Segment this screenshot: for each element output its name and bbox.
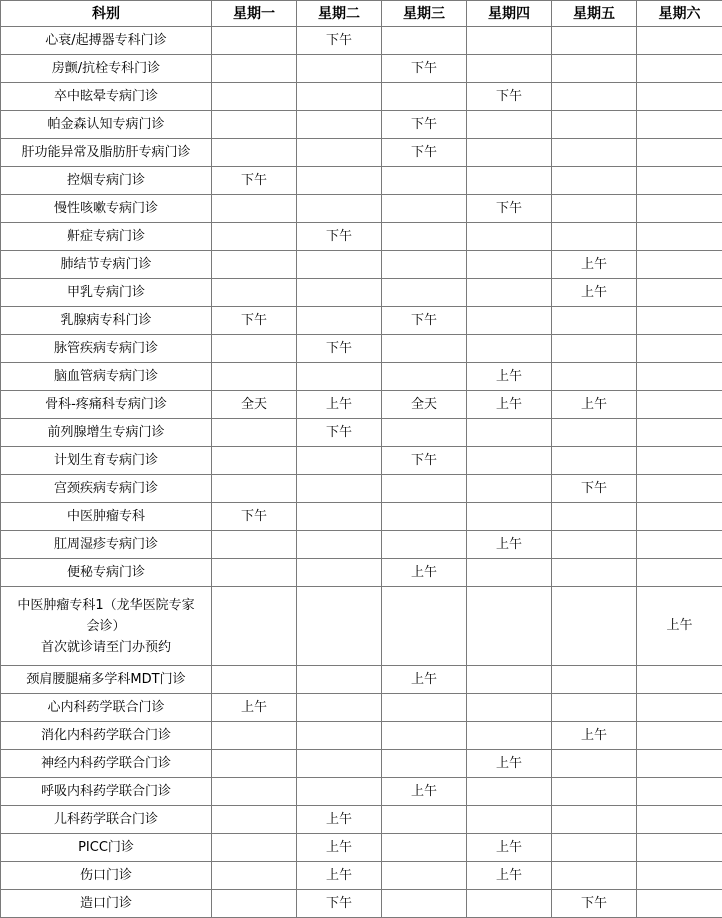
slot-cell-saturday (637, 559, 722, 587)
slot-cell-monday (212, 251, 297, 279)
slot-cell-tuesday: 下午 (297, 223, 382, 251)
slot-cell-friday (552, 666, 637, 694)
table-row (1, 722, 722, 750)
department-name-line: 房颤/抗栓专科门诊 (3, 58, 209, 79)
slot-cell-wednesday: 上午 (382, 778, 467, 806)
table-row (1, 27, 722, 55)
header-monday: 星期一 (212, 1, 297, 27)
slot-cell-saturday (637, 447, 722, 475)
slot-cell-thursday (467, 475, 552, 503)
slot-cell-thursday (467, 447, 552, 475)
department-name-line: 乳腺病专科门诊 (3, 310, 209, 331)
slot-cell-tuesday (297, 83, 382, 111)
table-row (1, 834, 722, 862)
slot-cell-thursday (467, 111, 552, 139)
table-row (1, 279, 722, 307)
slot-cell-friday (552, 419, 637, 447)
slot-cell-thursday (467, 694, 552, 722)
slot-cell-tuesday (297, 55, 382, 83)
slot-cell-monday (212, 834, 297, 862)
slot-cell-monday: 下午 (212, 503, 297, 531)
slot-cell-friday (552, 531, 637, 559)
department-cell (1, 503, 212, 531)
slot-cell-monday (212, 55, 297, 83)
slot-cell-thursday: 上午 (467, 391, 552, 419)
slot-cell-saturday (637, 223, 722, 251)
table-row (1, 55, 722, 83)
slot-cell-tuesday (297, 139, 382, 167)
table-row (1, 83, 722, 111)
slot-cell-friday (552, 223, 637, 251)
table-row (1, 890, 722, 918)
department-cell (1, 55, 212, 83)
table-row (1, 419, 722, 447)
department-name-line: 控烟专病门诊 (3, 170, 209, 191)
department-name-line: 首次就诊请至门办预约 (3, 637, 209, 658)
department-name-line: 伤口门诊 (3, 865, 209, 886)
slot-cell-thursday (467, 587, 552, 666)
slot-cell-thursday: 上午 (467, 834, 552, 862)
slot-cell-friday (552, 83, 637, 111)
slot-cell-saturday (637, 419, 722, 447)
department-cell (1, 666, 212, 694)
slot-cell-thursday (467, 251, 552, 279)
slot-cell-tuesday (297, 778, 382, 806)
department-name-line: 中医肿瘤专科1（龙华医院专家 (3, 595, 209, 616)
slot-cell-wednesday (382, 503, 467, 531)
slot-cell-tuesday (297, 447, 382, 475)
slot-cell-tuesday: 下午 (297, 27, 382, 55)
department-cell (1, 279, 212, 307)
department-cell (1, 834, 212, 862)
slot-cell-monday (212, 750, 297, 778)
slot-cell-tuesday (297, 694, 382, 722)
department-cell (1, 391, 212, 419)
slot-cell-saturday (637, 55, 722, 83)
slot-cell-saturday (637, 750, 722, 778)
slot-cell-friday (552, 503, 637, 531)
slot-cell-wednesday (382, 279, 467, 307)
department-cell (1, 890, 212, 918)
slot-cell-wednesday: 下午 (382, 139, 467, 167)
header-wednesday: 星期三 (382, 1, 467, 27)
department-cell (1, 223, 212, 251)
department-name-line: 心内科药学联合门诊 (3, 697, 209, 718)
slot-cell-tuesday: 下午 (297, 419, 382, 447)
department-name-line: 造口门诊 (3, 893, 209, 914)
slot-cell-thursday (467, 806, 552, 834)
slot-cell-wednesday: 下午 (382, 55, 467, 83)
department-name-line: 肛周湿疹专病门诊 (3, 534, 209, 555)
slot-cell-thursday (467, 335, 552, 363)
slot-cell-wednesday: 上午 (382, 666, 467, 694)
slot-cell-wednesday: 全天 (382, 391, 467, 419)
slot-cell-monday (212, 139, 297, 167)
table-row (1, 111, 722, 139)
slot-cell-saturday (637, 279, 722, 307)
department-name-line: 神经内科药学联合门诊 (3, 753, 209, 774)
department-name-line: 心衰/起搏器专科门诊 (3, 30, 209, 51)
slot-cell-tuesday (297, 251, 382, 279)
slot-cell-saturday (637, 694, 722, 722)
table-row (1, 307, 722, 335)
slot-cell-saturday (637, 834, 722, 862)
slot-cell-tuesday (297, 722, 382, 750)
slot-cell-saturday (637, 335, 722, 363)
slot-cell-friday (552, 834, 637, 862)
slot-cell-monday (212, 363, 297, 391)
slot-cell-friday (552, 806, 637, 834)
department-name-line: 鼾症专病门诊 (3, 226, 209, 247)
slot-cell-saturday (637, 503, 722, 531)
department-name-line: 颈肩腰腿痛多学科MDT门诊 (3, 669, 209, 690)
slot-cell-saturday (637, 307, 722, 335)
table-row (1, 363, 722, 391)
slot-cell-wednesday (382, 862, 467, 890)
slot-cell-thursday: 上午 (467, 531, 552, 559)
table-row (1, 559, 722, 587)
slot-cell-friday: 下午 (552, 475, 637, 503)
slot-cell-wednesday (382, 419, 467, 447)
department-cell (1, 587, 212, 666)
slot-cell-monday (212, 83, 297, 111)
slot-cell-tuesday (297, 167, 382, 195)
department-cell (1, 447, 212, 475)
table-row (1, 750, 722, 778)
slot-cell-tuesday (297, 307, 382, 335)
table-row (1, 167, 722, 195)
department-cell (1, 694, 212, 722)
slot-cell-saturday (637, 139, 722, 167)
slot-cell-saturday (637, 363, 722, 391)
slot-cell-saturday (637, 475, 722, 503)
table-row (1, 195, 722, 223)
department-cell (1, 778, 212, 806)
slot-cell-monday (212, 279, 297, 307)
slot-cell-thursday (467, 307, 552, 335)
slot-cell-monday (212, 666, 297, 694)
slot-cell-friday: 上午 (552, 391, 637, 419)
slot-cell-thursday: 上午 (467, 862, 552, 890)
table-row (1, 447, 722, 475)
slot-cell-saturday (637, 391, 722, 419)
slot-cell-monday (212, 587, 297, 666)
slot-cell-tuesday: 上午 (297, 862, 382, 890)
slot-cell-tuesday (297, 666, 382, 694)
department-cell (1, 251, 212, 279)
department-cell (1, 475, 212, 503)
slot-cell-tuesday: 上午 (297, 391, 382, 419)
slot-cell-monday (212, 531, 297, 559)
slot-cell-wednesday (382, 587, 467, 666)
department-name-line: 便秘专病门诊 (3, 562, 209, 583)
table-row (1, 223, 722, 251)
slot-cell-thursday (467, 167, 552, 195)
department-name-line: 呼吸内科药学联合门诊 (3, 781, 209, 802)
department-cell (1, 27, 212, 55)
slot-cell-wednesday (382, 890, 467, 918)
slot-cell-saturday (637, 666, 722, 694)
table-row (1, 806, 722, 834)
slot-cell-monday (212, 806, 297, 834)
table-row (1, 778, 722, 806)
slot-cell-tuesday: 上午 (297, 834, 382, 862)
slot-cell-saturday (637, 195, 722, 223)
slot-cell-monday: 全天 (212, 391, 297, 419)
department-cell (1, 559, 212, 587)
slot-cell-saturday (637, 83, 722, 111)
department-cell (1, 531, 212, 559)
department-cell (1, 722, 212, 750)
department-cell (1, 806, 212, 834)
slot-cell-wednesday (382, 834, 467, 862)
slot-cell-tuesday (297, 559, 382, 587)
slot-cell-wednesday: 下午 (382, 111, 467, 139)
slot-cell-saturday (637, 778, 722, 806)
header-department: 科别 (1, 1, 212, 27)
slot-cell-friday (552, 195, 637, 223)
slot-cell-wednesday (382, 27, 467, 55)
slot-cell-friday: 下午 (552, 890, 637, 918)
slot-cell-wednesday (382, 335, 467, 363)
schedule-body (1, 27, 722, 918)
slot-cell-monday (212, 475, 297, 503)
slot-cell-saturday (637, 722, 722, 750)
slot-cell-thursday (467, 27, 552, 55)
slot-cell-thursday (467, 559, 552, 587)
department-cell (1, 111, 212, 139)
header-tuesday: 星期二 (297, 1, 382, 27)
department-cell (1, 195, 212, 223)
table-row (1, 335, 722, 363)
slot-cell-friday (552, 307, 637, 335)
slot-cell-monday (212, 890, 297, 918)
slot-cell-saturday (637, 251, 722, 279)
slot-cell-tuesday: 上午 (297, 806, 382, 834)
slot-cell-wednesday: 下午 (382, 447, 467, 475)
slot-cell-wednesday: 下午 (382, 307, 467, 335)
department-cell (1, 83, 212, 111)
slot-cell-wednesday (382, 83, 467, 111)
table-row (1, 139, 722, 167)
header-friday: 星期五 (552, 1, 637, 27)
department-cell (1, 167, 212, 195)
table-row (1, 862, 722, 890)
slot-cell-saturday (637, 111, 722, 139)
slot-cell-friday: 上午 (552, 279, 637, 307)
slot-cell-thursday (467, 55, 552, 83)
slot-cell-thursday (467, 503, 552, 531)
slot-cell-friday (552, 27, 637, 55)
slot-cell-saturday (637, 531, 722, 559)
department-cell (1, 335, 212, 363)
slot-cell-saturday (637, 862, 722, 890)
department-name-line: 甲乳专病门诊 (3, 282, 209, 303)
slot-cell-friday (552, 778, 637, 806)
slot-cell-tuesday: 下午 (297, 890, 382, 918)
slot-cell-tuesday (297, 587, 382, 666)
slot-cell-thursday (467, 279, 552, 307)
table-row (1, 475, 722, 503)
department-cell (1, 363, 212, 391)
department-cell (1, 307, 212, 335)
slot-cell-monday (212, 419, 297, 447)
slot-cell-wednesday (382, 806, 467, 834)
slot-cell-friday (552, 447, 637, 475)
slot-cell-wednesday: 上午 (382, 559, 467, 587)
header-row (1, 1, 722, 27)
slot-cell-saturday (637, 27, 722, 55)
slot-cell-friday (552, 862, 637, 890)
department-name-line: 会诊） (3, 616, 209, 637)
slot-cell-monday (212, 27, 297, 55)
department-name-line: 脉管疾病专病门诊 (3, 338, 209, 359)
slot-cell-tuesday (297, 363, 382, 391)
slot-cell-saturday: 上午 (637, 587, 722, 666)
department-name-line: 骨科-疼痛科专病门诊 (3, 394, 209, 415)
department-name-line: PICC门诊 (3, 837, 209, 858)
slot-cell-wednesday (382, 531, 467, 559)
slot-cell-wednesday (382, 363, 467, 391)
slot-cell-thursday (467, 223, 552, 251)
department-name-line: 肝功能异常及脂肪肝专病门诊 (3, 142, 209, 163)
slot-cell-tuesday (297, 195, 382, 223)
department-name-line: 宫颈疾病专病门诊 (3, 478, 209, 499)
slot-cell-friday (552, 694, 637, 722)
department-name-line: 前列腺增生专病门诊 (3, 422, 209, 443)
slot-cell-monday: 下午 (212, 167, 297, 195)
slot-cell-thursday (467, 722, 552, 750)
slot-cell-saturday (637, 167, 722, 195)
slot-cell-tuesday (297, 279, 382, 307)
slot-cell-friday (552, 111, 637, 139)
department-name-line: 脑血管病专病门诊 (3, 366, 209, 387)
slot-cell-thursday: 上午 (467, 750, 552, 778)
slot-cell-friday (552, 335, 637, 363)
slot-cell-thursday: 下午 (467, 83, 552, 111)
slot-cell-monday (212, 722, 297, 750)
slot-cell-friday (552, 587, 637, 666)
department-cell (1, 750, 212, 778)
department-name-line: 消化内科药学联合门诊 (3, 725, 209, 746)
slot-cell-monday: 下午 (212, 307, 297, 335)
slot-cell-friday (552, 55, 637, 83)
slot-cell-monday (212, 223, 297, 251)
slot-cell-thursday (467, 666, 552, 694)
slot-cell-monday (212, 111, 297, 139)
slot-cell-tuesday: 下午 (297, 335, 382, 363)
slot-cell-thursday (467, 778, 552, 806)
slot-cell-monday (212, 335, 297, 363)
slot-cell-friday (552, 167, 637, 195)
slot-cell-friday (552, 363, 637, 391)
slot-cell-wednesday (382, 251, 467, 279)
department-cell (1, 862, 212, 890)
slot-cell-tuesday (297, 750, 382, 778)
slot-cell-monday (212, 862, 297, 890)
department-name-line: 慢性咳嗽专病门诊 (3, 198, 209, 219)
slot-cell-thursday: 上午 (467, 363, 552, 391)
slot-cell-friday: 上午 (552, 251, 637, 279)
slot-cell-wednesday (382, 750, 467, 778)
department-name-line: 计划生育专病门诊 (3, 450, 209, 471)
table-row (1, 531, 722, 559)
slot-cell-monday: 上午 (212, 694, 297, 722)
slot-cell-wednesday (382, 167, 467, 195)
slot-cell-monday (212, 778, 297, 806)
slot-cell-monday (212, 559, 297, 587)
table-row (1, 587, 722, 666)
table-row (1, 666, 722, 694)
slot-cell-friday (552, 559, 637, 587)
department-name-line: 卒中眩晕专病门诊 (3, 86, 209, 107)
department-cell (1, 139, 212, 167)
header-thursday: 星期四 (467, 1, 552, 27)
department-name-line: 中医肿瘤专科 (3, 506, 209, 527)
slot-cell-wednesday (382, 722, 467, 750)
table-row (1, 391, 722, 419)
slot-cell-friday: 上午 (552, 722, 637, 750)
slot-cell-thursday (467, 139, 552, 167)
slot-cell-thursday: 下午 (467, 195, 552, 223)
slot-cell-thursday (467, 419, 552, 447)
department-name-line: 帕金森认知专病门诊 (3, 114, 209, 135)
header-saturday: 星期六 (637, 1, 722, 27)
slot-cell-thursday (467, 890, 552, 918)
slot-cell-tuesday (297, 531, 382, 559)
slot-cell-wednesday (382, 223, 467, 251)
table-row (1, 251, 722, 279)
department-name-line: 儿科药学联合门诊 (3, 809, 209, 830)
slot-cell-wednesday (382, 475, 467, 503)
slot-cell-saturday (637, 806, 722, 834)
slot-cell-friday (552, 139, 637, 167)
slot-cell-monday (212, 195, 297, 223)
department-cell (1, 419, 212, 447)
table-row (1, 694, 722, 722)
department-name-line: 肺结节专病门诊 (3, 254, 209, 275)
slot-cell-tuesday (297, 111, 382, 139)
table-row (1, 503, 722, 531)
slot-cell-monday (212, 447, 297, 475)
slot-cell-wednesday (382, 195, 467, 223)
slot-cell-tuesday (297, 503, 382, 531)
slot-cell-tuesday (297, 475, 382, 503)
slot-cell-wednesday (382, 694, 467, 722)
slot-cell-friday (552, 750, 637, 778)
slot-cell-saturday (637, 890, 722, 918)
